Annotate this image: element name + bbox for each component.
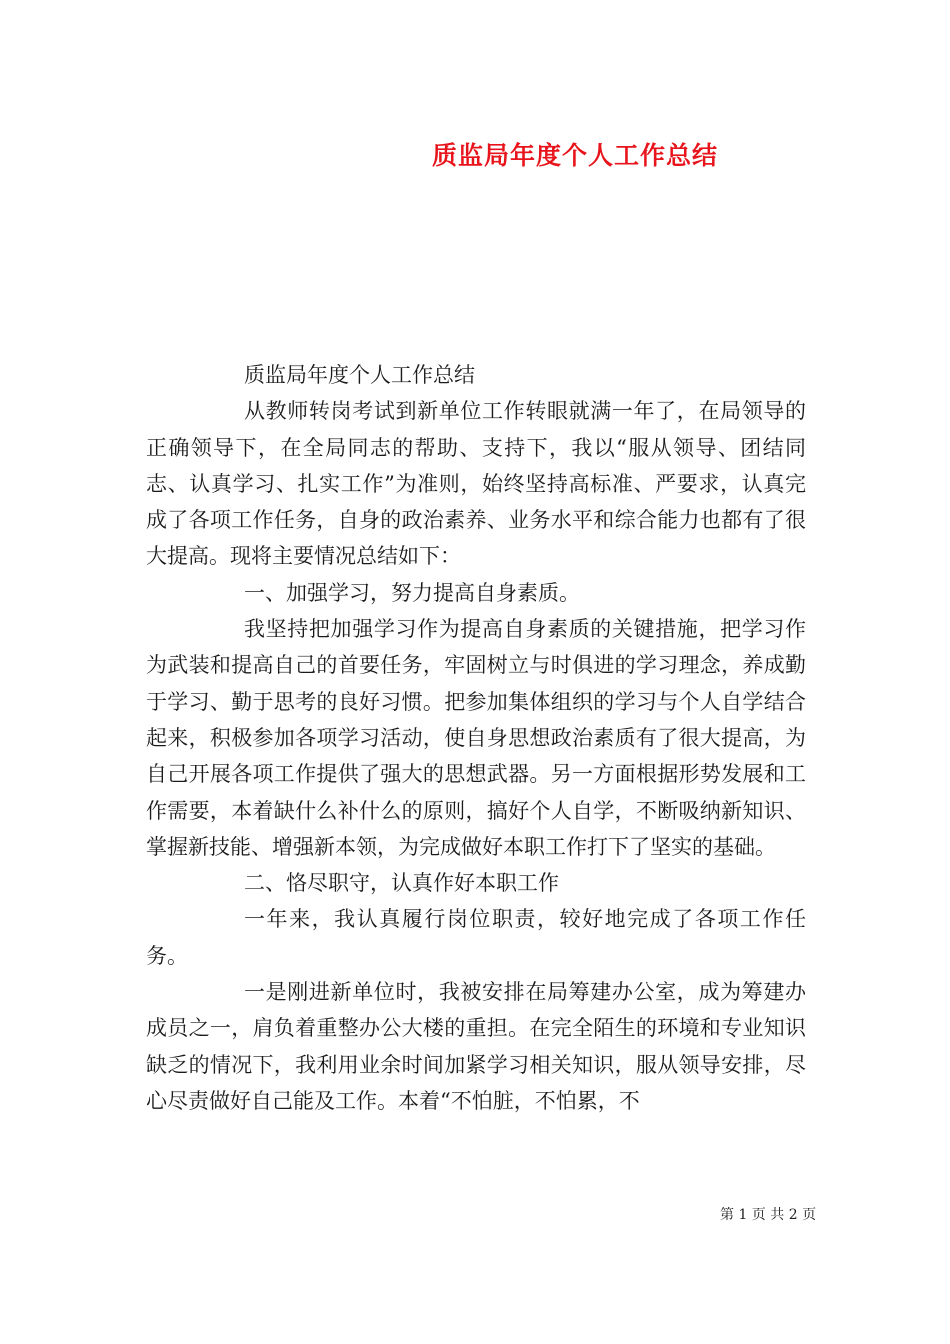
body-paragraph: 从教师转岗考试到新单位工作转眼就满一年了，在局领导的正确领导下，在全局同志的帮助、支持下，我以“服从领导、团结同志、认真学习、扎实工作”为准则，始终坚持高标准、严要求，认真完成了各项工作任务，自身的政治素养、业务水平和综合能力也都有了很大提高。现将主要情况总结如下：	[146, 399, 806, 569]
document-body	[146, 357, 806, 1119]
section-heading: 二、恪尽职守，认真作好本职工作	[244, 871, 559, 896]
body-paragraph: 质监局年度个人工作总结	[244, 363, 475, 387]
body-paragraph: 一是刚进新单位时，我被安排在局筹建办公室，成为筹建办成员之一，肩负着重整办公大楼的重担。在完全陌生的环境和专业知识缺乏的情况下，我利用业余时间加紧学习相关知识，服从领导安排，尽心尽责做好自己能及工作。本着“不怕脏，不怕累，不	[146, 980, 806, 1113]
page-title: 质监局年度个人工作总结	[432, 141, 719, 170]
page-footer: 第 1 页 共 2 页	[720, 1207, 817, 1223]
body-paragraph: 我坚持把加强学习作为提高自身素质的关键措施，把学习作为武装和提高自己的首要任务，牢固树立与时俱进的学习理念，养成勤于学习、勤于思考的良好习惯。把参加集体组织的学习与个人自学结合起来，积极参加各项学习活动，使自身思想政治素质有了很大提高，为自己开展各项工作提供了强大的思想武器。另一方面根据形势发展和工作需要，本着缺什么补什么的原则，搞好个人自学，不断吸纳新知识、掌握新技能、增强新本领，为完成做好本职工作打下了坚实的基础。	[146, 617, 806, 859]
body-paragraph: 一年来，我认真履行岗位职责，较好地完成了各项工作任务。	[146, 907, 806, 968]
section-heading: 一、加强学习，努力提高自身素质。	[244, 580, 580, 605]
